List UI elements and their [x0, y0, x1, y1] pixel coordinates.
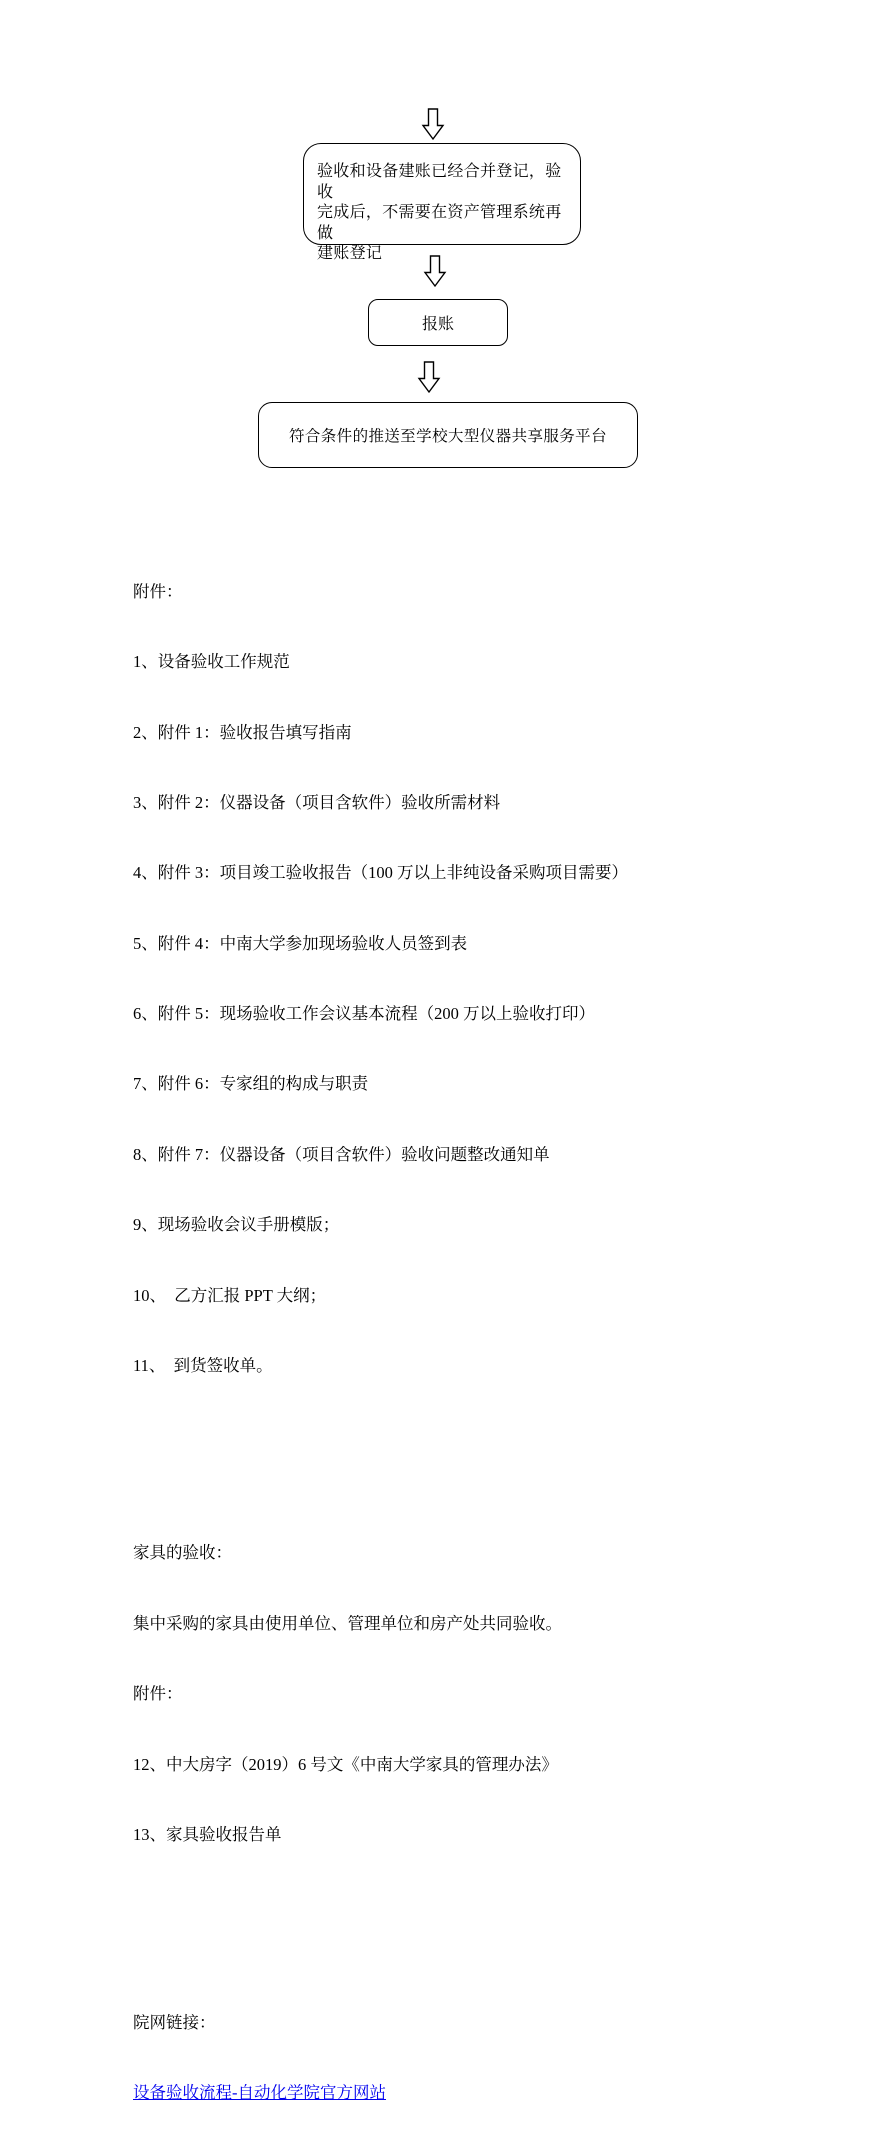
attachment-item-2: 2、附件 1：验收报告填写指南	[133, 722, 352, 742]
flow-box-text-line: 建账登记	[317, 245, 383, 262]
down-arrow-icon	[424, 255, 446, 287]
site-links-heading: 院网链接：	[133, 2012, 216, 2032]
attachment-item-1: 1、设备验收工作规范	[133, 652, 290, 672]
furniture-attachments-heading: 附件：	[133, 1684, 183, 1704]
blank-line	[133, 1448, 628, 1471]
down-arrow-icon	[418, 361, 440, 393]
acceptance-process-link[interactable]: 设备验收流程-自动化学院官方网站	[133, 2082, 386, 2102]
attachment-item-8: 8、附件 7：仪器设备（项目含软件）验收问题整改通知单	[133, 1144, 550, 1164]
attachment-item-5: 5、附件 4：中南大学参加现场验收人员签到表	[133, 933, 468, 953]
attachment-item-6: 6、附件 5：现场验收工作会议基本流程（200 万以上验收打印）	[133, 1004, 595, 1024]
attachments-section	[133, 533, 628, 2151]
attachment-item-3: 3、附件 2：仪器设备（项目含软件）验收所需材料	[133, 792, 501, 812]
attachment-item-4: 4、附件 3：项目竣工验收报告（100 万以上非纯设备采购项目需要）	[133, 863, 628, 883]
flow-box-text-line: 完成后，不需要在资产管理系统再做	[317, 204, 562, 242]
attachment-item-11: 11、 到货签收单。	[133, 1355, 273, 1375]
attachments-heading: 附件：	[133, 581, 183, 601]
attachment-item-9: 9、现场验收会议手册模版；	[133, 1215, 340, 1235]
blank-line	[133, 1917, 628, 1940]
attachment-item-12: 12、中大房字（2019）6 号文《中南大学家具的管理办法》	[133, 1754, 558, 1774]
furniture-description: 集中采购的家具由使用单位、管理单位和房产处共同验收。	[133, 1613, 562, 1633]
attachment-item-10: 10、 乙方汇报 PPT 大纲；	[133, 1285, 327, 1305]
attachment-item-13: 13、家具验收报告单	[133, 1824, 282, 1844]
furniture-heading: 家具的验收：	[133, 1543, 232, 1563]
down-arrow-icon	[422, 108, 444, 140]
flow-box-registration-note	[303, 143, 581, 262]
flow-box-text-line: 验收和设备建账已经合并登记，验收	[317, 163, 562, 201]
flow-box-reimbursement: 报账	[368, 299, 508, 346]
attachment-item-7: 7、附件 6：专家组的构成与职责	[133, 1074, 369, 1094]
site-link-line	[133, 2081, 628, 2104]
flow-box-sharing-platform: 符合条件的推送至学校大型仪器共享服务平台	[258, 402, 638, 468]
